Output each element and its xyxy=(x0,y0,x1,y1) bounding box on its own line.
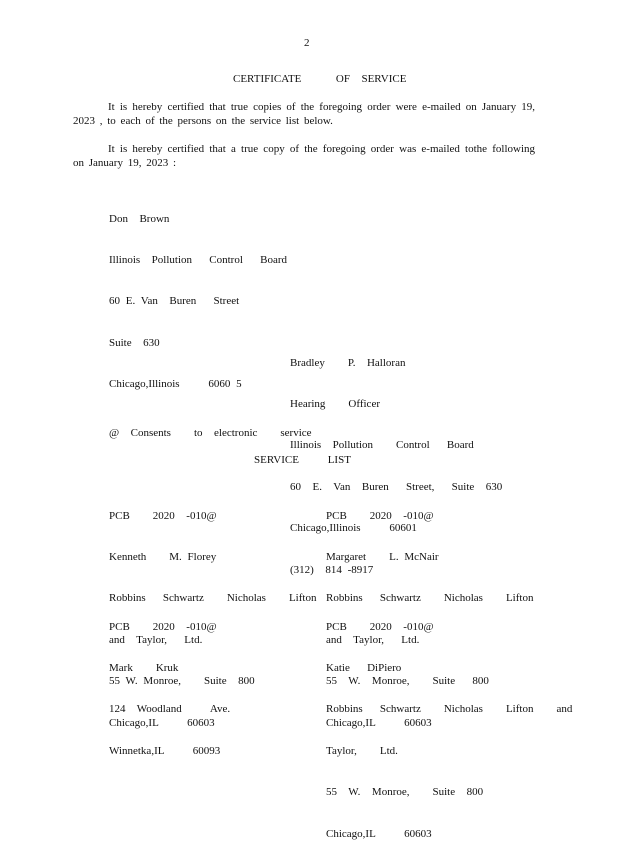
entry-line: Robbins Schwartz Nicholas Lifton and xyxy=(326,703,573,716)
entry-line: Chicago,IL 60603 xyxy=(109,716,215,729)
paragraph-1-text: It is hereby certified that true copies of the foregoing order were e-mailed on January 19, 2023 , to each of the persons on the service list below. xyxy=(73,101,535,127)
entry-line: 55 W. Monroe, Suite 800 xyxy=(109,675,255,688)
address-line: Bradley P. Halloran xyxy=(290,356,406,369)
entry-line: Robbins Schwartz Nicholas Lifton xyxy=(326,592,534,605)
entry-line: 124 Woodland Ave. xyxy=(109,703,231,716)
entry-line: Taylor, Ltd. xyxy=(326,744,398,757)
address-line: (312) 814 -8917 xyxy=(290,563,374,576)
recipient-address-1 xyxy=(109,185,287,406)
address-line: Illinois Pollution Control Board xyxy=(109,253,288,266)
consent-note: @ Consents to electronic service xyxy=(109,427,312,439)
address-line: Chicago,Illinois 60601 xyxy=(290,522,417,535)
address-line: Don Brown xyxy=(109,212,170,225)
document-title: CERTIFICATE OF SERVICE xyxy=(233,73,407,85)
entry-line: PCB 2020 -010@ xyxy=(326,509,434,522)
entry-line: 55 W. Monroe, Suite 800 xyxy=(326,786,484,799)
service-list-title: SERVICE LIST xyxy=(254,454,351,466)
entry-line: Margaret L. McNair xyxy=(326,550,439,563)
entry-line: Katie DiPiero xyxy=(326,661,402,674)
certificate-paragraph-2 xyxy=(73,143,535,171)
entry-line: PCB 2020 -010@ xyxy=(326,620,434,633)
entry-line: Kenneth M. Florey xyxy=(109,550,217,563)
entry-line: PCB 2020 -010@ xyxy=(109,620,217,633)
address-line: Chicago,Illinois 6060 5 xyxy=(109,378,242,391)
paragraph-2-text: It is hereby certified that a true copy of the foregoing order was e-mailed tothe following on January 19, 2023 : xyxy=(73,143,535,169)
service-list-entry xyxy=(326,593,572,855)
certificate-paragraph-1 xyxy=(73,101,535,129)
entry-line: Mark Kruk xyxy=(109,661,179,674)
service-list-entry xyxy=(109,593,230,772)
entry-line: Chicago,IL 60603 xyxy=(326,716,432,729)
entry-line: Robbins Schwartz Nicholas Lifton xyxy=(109,592,317,605)
entry-line: PCB 2020 -010@ xyxy=(109,509,217,522)
entry-line: 55 W. Monroe, Suite 800 xyxy=(326,675,489,688)
entry-line: Winnetka,IL 60093 xyxy=(109,744,221,757)
entry-line: Chicago,IL 60603 xyxy=(326,827,432,840)
address-line: Hearing Officer xyxy=(290,397,380,410)
address-line: Illinois Pollution Control Board xyxy=(290,439,474,452)
entry-line: and Taylor, Ltd. xyxy=(326,633,420,646)
address-line: 60 E. Van Buren Street xyxy=(109,295,240,308)
address-line: Suite 630 xyxy=(109,336,160,349)
address-line: 60 E. Van Buren Street, Suite 630 xyxy=(290,480,503,493)
page-number: 2 xyxy=(304,37,310,49)
entry-line: and Taylor, Ltd. xyxy=(109,633,203,646)
